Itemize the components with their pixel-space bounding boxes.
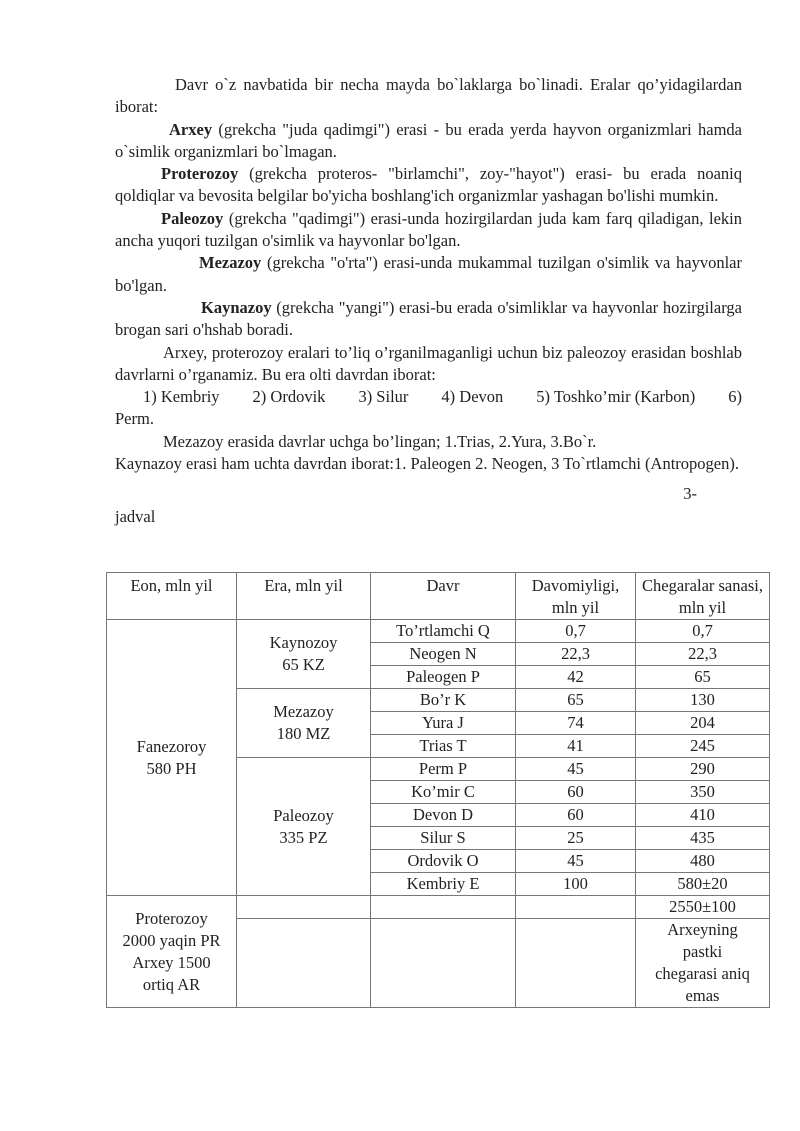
header-boundary: Chegaralar sanasi, mln yil [636,573,770,620]
list-item: 2) Ordovik [252,387,326,407]
paragraph-kaynazoy-davrlar: Kaynazoy erasi ham uchta davrdan iborat:1. Paleogen 2. Neogen, 3 To`rtlamchi (Antropogen). [115,454,739,474]
empty-cell [516,896,636,919]
paragraph-kaynazoy [115,297,742,342]
boundary-cell: 22,3 [636,643,770,666]
table-caption-number: 3- [683,484,697,504]
period-cell: Devon D [371,804,516,827]
table-caption-word: jadval [115,506,156,526]
period-cell: Ordovik O [371,850,516,873]
duration-cell: 100 [516,873,636,896]
table-row [107,620,770,643]
text-mezazoy: (grekcha "o'rta") erasi-unda mukammal tuzilgan o'simlik va hayvonlar bo'lgan. [115,253,742,295]
duration-cell: 45 [516,850,636,873]
boundary-cell: 350 [636,781,770,804]
era-mezazoy: Mezazoy 180 MZ [237,689,371,758]
paragraph-proterozoy [115,163,742,208]
boundary-cell-arxey: Arxeyning pastki chegarasi aniq emas [636,919,770,1008]
list-item: 5) Toshko’mir (Karbon) [536,387,696,407]
duration-cell: 25 [516,827,636,850]
paragraph-intro: Davr o`z navbatida bir necha mayda bo`laklarga bo`linadi. Eralar qo’yidagilardan iborat: [115,75,742,117]
boundary-cell: 245 [636,735,770,758]
boundary-cell: 580±20 [636,873,770,896]
header-era: Era, mln yil [237,573,371,620]
empty-cell [516,919,636,1008]
boundary-cell: 480 [636,850,770,873]
boundary-cell: 204 [636,712,770,735]
term-paleozoy: Paleozoy [161,208,224,228]
eon-fanerozoy: Fanezoroy 580 PH [107,620,237,896]
period-list [115,386,742,408]
text-paleozoy: (grekcha "qadimgi") erasi-unda hozirgilardan juda kam farq qiladigan, lekin ancha yuqori tuzilgan o'simlik va hayvonlar bo'lgan. [115,208,742,251]
empty-cell [237,919,371,1008]
boundary-cell: 410 [636,804,770,827]
boundary-cell: 130 [636,689,770,712]
text-proterozoy: (grekcha proteros- "birlamchi", zoy-"hayot") erasi- bu erada noaniq qoldiqlar va bevosita belgilar bo'yicha boshlang'ich organizmlar yashagan bo'lishi mumkin. [115,164,742,206]
period-cell: Neogen N [371,643,516,666]
duration-cell: 74 [516,712,636,735]
duration-cell: 65 [516,689,636,712]
period-cell: Yura J [371,712,516,735]
header-period: Davr [371,573,516,620]
duration-cell: 45 [516,758,636,781]
boundary-cell: 0,7 [636,620,770,643]
table-header-row [107,573,770,620]
empty-cell [237,896,371,919]
term-mezazoy: Mezazoy [199,253,262,273]
eon-proterozoy-arxey: Proterozoy 2000 yaqin PR Arxey 1500 ortiq AR [107,896,237,1008]
boundary-cell: 435 [636,827,770,850]
list-item: 3) Silur [358,387,409,407]
paragraph-eralar: Arxey, proterozoy eralari to’liq o’rganilmaganligi uchun biz paleozoy erasidan boshlab davrlarni o’rganamiz. Bu era olti davrdan iborat: [115,342,742,384]
paragraph-mezazoy [115,252,742,297]
list-item: 4) Devon [441,387,504,407]
term-arxey: Arxey [169,119,213,139]
header-duration: Davomiyligi, mln yil [516,573,636,620]
paragraph-paleozoy [115,208,742,253]
boundary-cell: 2550±100 [636,896,770,919]
term-kaynazoy: Kaynazoy [201,297,272,317]
term-proterozoy: Proterozoy [161,164,239,184]
period-cell: Paleogen P [371,666,516,689]
era-paleozoy: Paleozoy 335 PZ [237,758,371,896]
duration-cell: 60 [516,781,636,804]
document-body [115,74,742,528]
list-tail: Perm. [115,409,154,429]
era-kaynozoy: Kaynozoy 65 KZ [237,620,371,689]
empty-cell [371,919,516,1008]
table-row [107,896,770,919]
paragraph-arxey [115,119,742,164]
list-item: 1) Kembriy [143,387,220,407]
duration-cell: 42 [516,666,636,689]
duration-cell: 60 [516,804,636,827]
period-cell: Kembriy E [371,873,516,896]
geochronology-table [106,572,770,1008]
boundary-cell: 290 [636,758,770,781]
paragraph-mezazoy-davrlar: Mezazoy erasida davrlar uchga bo’lingan; 1.Trias, 2.Yura, 3.Bo`r. [163,431,597,451]
boundary-cell: 65 [636,666,770,689]
duration-cell: 0,7 [516,620,636,643]
duration-cell: 41 [516,735,636,758]
period-cell: Trias T [371,735,516,758]
text-kaynazoy: (grekcha "yangi") erasi-bu erada o'simliklar va hayvonlar hozirgilarga brogan sari o'hshab boradi. [115,297,742,340]
list-item: 6) [728,387,742,407]
period-cell: Bo’r K [371,689,516,712]
period-cell: Perm P [371,758,516,781]
period-cell: Silur S [371,827,516,850]
text-arxey: (grekcha "juda qadimgi") erasi - bu erada yerda hayvon organizmlari hamda o`simlik organizmlari bo`lmagan. [115,119,742,161]
period-cell: To’rtlamchi Q [371,620,516,643]
duration-cell: 22,3 [516,643,636,666]
header-eon: Eon, mln yil [107,573,237,620]
period-cell: Ko’mir C [371,781,516,804]
empty-cell [371,896,516,919]
